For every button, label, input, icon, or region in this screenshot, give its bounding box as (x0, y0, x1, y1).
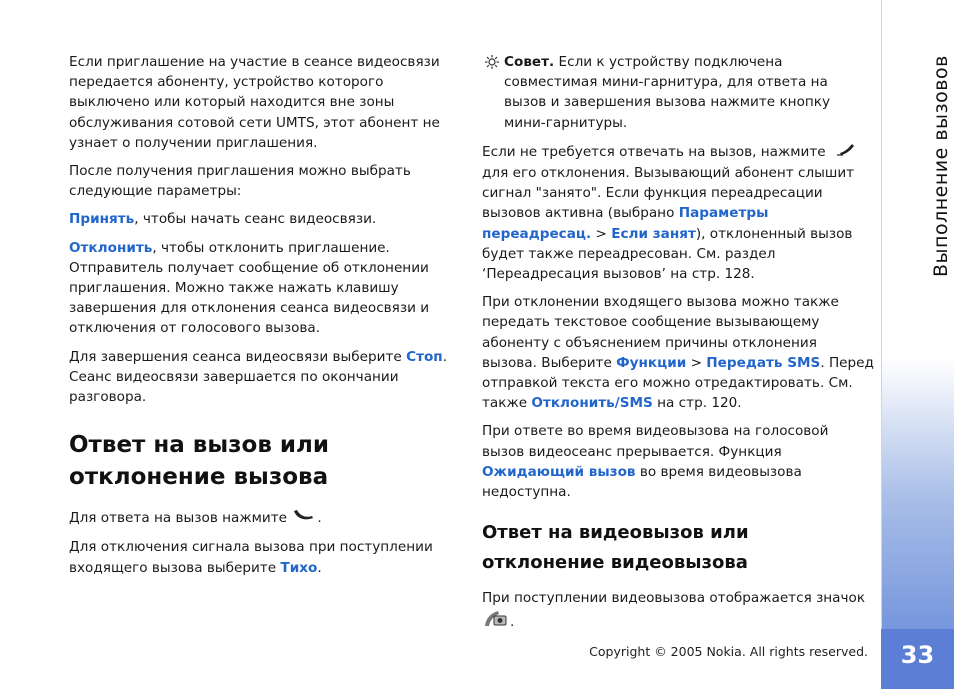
text-span: > (591, 225, 612, 242)
page-number-box (881, 629, 954, 689)
text-span: для его отклонения. Вызывающий абонент слышит сигнал "занято". Если функция переадресации вызовов активна (выбрано (482, 165, 855, 222)
video-call-icon (482, 608, 510, 636)
reject-option-link: Отклонить (69, 239, 153, 256)
text-span: При ответе во время видеовызова на голосовой вызов видеосеанс прерывается. Функция (482, 423, 829, 460)
subsection-heading: Ответ на видеовызов или отклонение видеовызова (482, 522, 749, 574)
text-span: Для завершения сеанса видеосвязи выберите (69, 348, 407, 365)
text-span: . (510, 614, 515, 631)
stop-paragraph (69, 347, 464, 408)
reject-option-text: , чтобы отклонить приглашение. Отправитель получает сообщение об отклонении приглашения. Можно также нажать клавишу завершения для отклонения сеанса видеосвязи и отключения от голосового вызова. (69, 239, 430, 337)
option-accept (69, 209, 464, 229)
silence-option-link: Тихо (280, 559, 318, 576)
silence-paragraph (69, 537, 464, 577)
stop-option-link: Стоп (406, 348, 443, 365)
accept-option-link: Принять (69, 211, 135, 228)
paragraph: Если приглашение на участие в сеансе видеосвязи передается абоненту, устройство которого выключено или который находится вне зоны обслуживания сотовой сети UMTS, этот абонент не узнает о получении приглашения. (69, 54, 440, 151)
tip-text: Если к устройству подключена совместимая мини-гарнитура, для ответа на вызов и завершения вызова нажмите кнопку мини-гарнитуры. (504, 54, 831, 131)
reject-sms-link: Отклонить/SMS (531, 395, 653, 412)
left-column (69, 52, 464, 586)
option-reject (69, 238, 464, 339)
text-span: . Перед отправкой текста его можно отредактировать. См. также (482, 354, 874, 412)
answer-paragraph (69, 507, 464, 529)
tip-paragraph (482, 52, 874, 133)
functions-link: Функции (616, 354, 687, 371)
call-key-icon (291, 507, 317, 529)
sms-paragraph (482, 292, 874, 413)
text-span: Для отключения сигнала вызова при поступлении входящего вызова выберите (69, 539, 433, 576)
text-span: во время видеовызова недоступна. (482, 463, 802, 501)
text-span: ), отклоненный вызов будет также переадресован. См. раздел ‘Переадресация вызовов’ на стр. 128. (482, 225, 853, 283)
tip-label: Совет. (504, 54, 555, 70)
end-key-icon (830, 141, 860, 163)
chapter-title (882, 0, 954, 290)
if-busy-link: Если занят (611, 225, 696, 242)
paragraph: После получения приглашения можно выбрать следующие параметры: (69, 163, 411, 200)
tip-icon (484, 54, 500, 70)
waiting-call-paragraph (482, 421, 874, 502)
right-column (482, 52, 874, 645)
copyright-footer: Copyright © 2005 Nokia. All rights reserved. (589, 644, 868, 659)
text-span: При отклонении входящего вызова можно также передать текстовое сообщение вызывающему абоненту с объяснением причины отклонения вызова. Выберите (482, 294, 839, 371)
video-call-paragraph (482, 588, 874, 636)
send-sms-link: Передать SMS (706, 354, 821, 371)
section-heading: Ответ на вызов или отклонение вызова (69, 432, 329, 491)
accept-option-text: , чтобы начать сеанс видеосвязи. (134, 211, 377, 228)
text-span: При поступлении видеовызова отображается значок (482, 590, 866, 607)
text-span: . Сеанс видеосвязи завершается по окончании разговора. (69, 348, 448, 406)
text-span: . (317, 510, 322, 527)
call-waiting-link: Ожидающий вызов (482, 463, 636, 480)
chapter-sidebar (881, 0, 954, 689)
reject-call-paragraph (482, 141, 874, 284)
text-span: Если не требуется отвечать на вызов, нажмите (482, 143, 830, 160)
forward-settings-link: Параметры переадресац. (482, 205, 769, 242)
text-span: > (686, 354, 707, 371)
text-span: Для ответа на вызов нажмите (69, 510, 292, 527)
chapter-title-text: Выполнение вызовов (930, 55, 952, 277)
text-span: на стр. 120. (652, 395, 742, 412)
page-number: 33 (900, 641, 935, 669)
text-span: . (317, 559, 322, 576)
